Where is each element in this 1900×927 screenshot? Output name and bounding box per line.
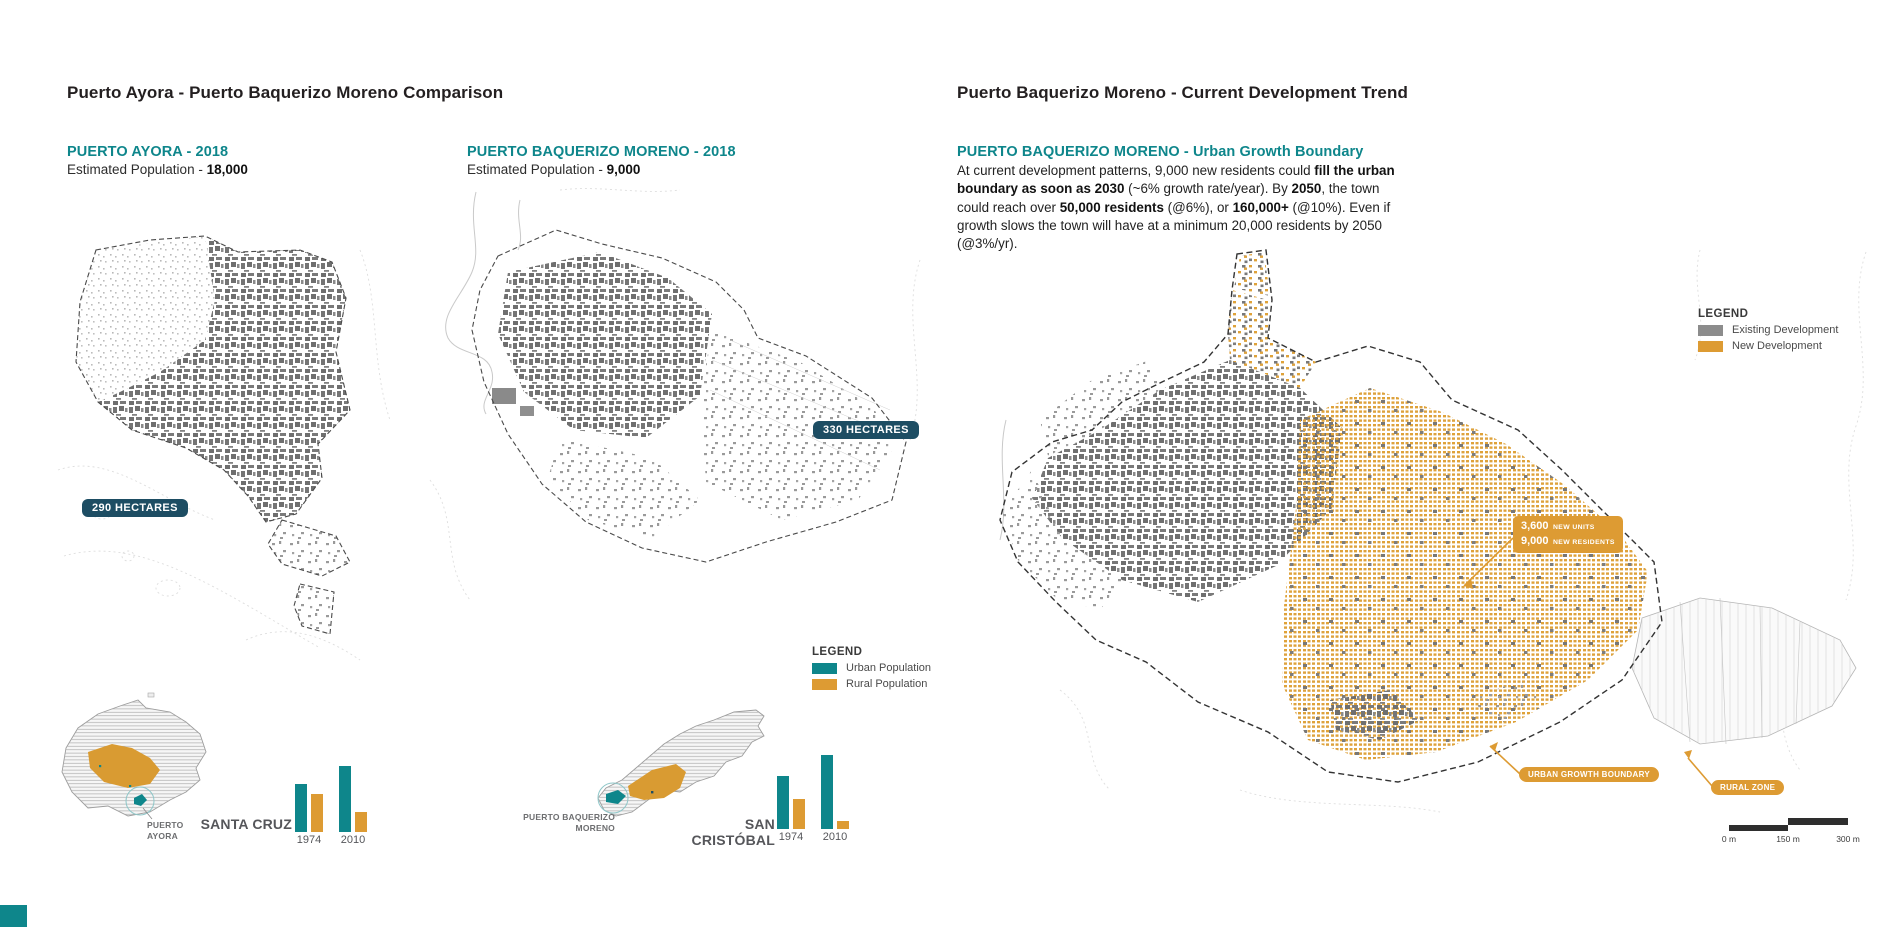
- rural-zone-hatch: [1632, 598, 1856, 744]
- new-development-swatch: [1698, 341, 1723, 352]
- rural-population-bar-2010: [837, 821, 849, 829]
- contour-line: [360, 250, 390, 420]
- town-label-line1: PUERTO: [147, 820, 184, 830]
- bar-group-1974: [295, 762, 323, 846]
- new-units-callout-badge: [1513, 516, 1623, 553]
- units-value: 3,600: [1521, 520, 1549, 532]
- units-label: NEW UNITS: [1552, 524, 1595, 531]
- legend-title: LEGEND: [1698, 308, 1749, 320]
- paragraph-bold-segment: 50,000 residents: [1059, 199, 1164, 215]
- population-legend: [812, 646, 982, 690]
- urban-population-bar-1974: [295, 784, 307, 832]
- islet: [148, 693, 154, 697]
- urban-growth-boundary-badge: URBAN GROWTH BOUNDARY: [1519, 767, 1659, 782]
- north-finger-fabric: [1234, 252, 1270, 296]
- bar-group-2010: [339, 762, 367, 846]
- development-legend: [1698, 308, 1868, 352]
- ayora-population-label: Estimated Population -: [67, 162, 207, 177]
- bars: [295, 762, 323, 832]
- legend-row-rural: [812, 678, 982, 690]
- connector-arrowhead: [1684, 750, 1692, 759]
- map-scale-bar: [1721, 817, 1860, 847]
- bars: [821, 749, 849, 829]
- bars: [339, 762, 367, 832]
- contour-line: [246, 632, 360, 660]
- contour-line: [430, 480, 470, 600]
- new-development-label: New Development: [1732, 340, 1822, 352]
- baquerizo-town-label: [503, 812, 615, 834]
- baquerizo-area-badge: 330 HECTARES: [813, 421, 919, 439]
- paragraph-bold-segment: 160,000+: [1232, 199, 1289, 215]
- page-corner-accent: [0, 905, 27, 927]
- bar-group-label: 2010: [822, 831, 848, 843]
- paragraph-bold-segment: 2050: [1291, 181, 1322, 197]
- island-hatch: [598, 710, 764, 816]
- connector-arrowhead: [1490, 742, 1498, 751]
- ayora-heading: PUERTO AYORA - 2018: [67, 144, 229, 160]
- urban-population-bar-1974: [777, 776, 789, 829]
- large-building: [520, 406, 534, 416]
- town-label-line2: AYORA: [147, 831, 178, 842]
- san-cristobal-label: SAN CRISTÓBAL: [691, 816, 775, 848]
- urban-population-bar-2010: [821, 755, 833, 829]
- legend-title: LEGEND: [812, 646, 863, 658]
- santa-cruz-inset: [50, 690, 230, 830]
- contour-line: [1060, 690, 1110, 790]
- paragraph-segment: (~6% growth rate/year). By: [1124, 181, 1292, 197]
- bars: [777, 749, 805, 829]
- contour-line: [64, 551, 320, 648]
- paragraph-segment: (@10%). Even if growth slows the town will have at a minimum 20,000 residents by 2050 (@3%/yr).: [957, 199, 1391, 252]
- rural-population-bar-1974: [793, 799, 805, 829]
- legend-row-urban: [812, 662, 982, 674]
- town-speck: [129, 785, 131, 787]
- baquerizo-population-value: 9,000: [606, 162, 641, 177]
- town-label-line1: PUERTO BAQUERIZO: [523, 812, 615, 822]
- legend-row-existing: [1698, 324, 1868, 336]
- comparison-title: Puerto Ayora - Puerto Baquerizo Moreno Comparison: [67, 83, 504, 102]
- contour-line: [1240, 790, 1440, 812]
- baquerizo-heading: PUERTO BAQUERIZO MORENO - 2018: [467, 144, 736, 160]
- bar-group-label: 1974: [778, 831, 804, 843]
- ayora-town-label: [147, 820, 183, 842]
- ayora-coastal-fragment: [294, 584, 334, 634]
- rural-population-swatch: [812, 679, 837, 690]
- scale-segment-low: [1729, 825, 1788, 831]
- legend-row-new: [1698, 340, 1868, 352]
- puerto-ayora-map: [40, 205, 420, 665]
- residents-value: 9,000: [1521, 535, 1549, 547]
- bar-group-2010: [821, 749, 849, 843]
- scale-label-0: 0 m: [1721, 834, 1737, 844]
- paragraph-bold-segment: fill the urban boundary as soon as 2030: [957, 163, 1395, 197]
- san-cristobal-population-chart: [777, 749, 849, 843]
- santa-cruz-label: SANTA CRUZ: [200, 816, 292, 832]
- trend-title: Puerto Baquerizo Moreno - Current Development Trend: [957, 83, 1408, 102]
- large-building: [492, 388, 516, 404]
- bar-group-label: 1974: [296, 834, 322, 846]
- scale-segment-high: [1788, 818, 1848, 825]
- rural-population-bar-2010: [355, 812, 367, 832]
- existing-development-label: Existing Development: [1732, 324, 1839, 336]
- paragraph-segment: At current development patterns, 9,000 new residents could: [957, 163, 1315, 178]
- urban-population-bar-2010: [339, 766, 351, 832]
- rural-population-label: Rural Population: [846, 678, 928, 690]
- baquerizo-population: [467, 162, 640, 177]
- rural-population-bar-1974: [311, 794, 323, 832]
- ayora-area-badge: 290 HECTARES: [82, 499, 188, 517]
- town-speck: [651, 791, 653, 793]
- scale-label-300: 300 m: [1836, 834, 1860, 844]
- ayora-population: [67, 162, 248, 177]
- santa-cruz-population-chart: [295, 762, 367, 846]
- coastline: [518, 200, 521, 250]
- scale-label-150: 150 m: [1776, 834, 1800, 844]
- contour-line: [910, 260, 920, 440]
- baquerizo-south-fabric: [548, 438, 700, 538]
- town-speck: [99, 765, 101, 767]
- rural-callout-connector: [1688, 758, 1712, 786]
- bar-group-label: 2010: [340, 834, 366, 846]
- pond-outline: [122, 551, 134, 561]
- bar-group-1974: [777, 749, 805, 843]
- rural-zone-badge: RURAL ZONE: [1711, 780, 1784, 795]
- paragraph-segment: (@6%), or: [1163, 199, 1233, 215]
- coastline: [446, 192, 493, 414]
- existing-development-swatch: [1698, 325, 1723, 336]
- urban-population-label: Urban Population: [846, 662, 932, 674]
- trend-heading: PUERTO BAQUERIZO MORENO - Urban Growth Boundary: [957, 144, 1364, 160]
- ayora-population-value: 18,000: [206, 162, 248, 177]
- contour-line: [560, 189, 680, 192]
- residents-line: [1521, 534, 1615, 549]
- urban-population-swatch: [812, 663, 837, 674]
- town-label-line2: MORENO: [575, 823, 615, 834]
- pond-outline: [156, 580, 180, 596]
- contour-line: [1846, 252, 1866, 600]
- baquerizo-population-label: Estimated Population -: [467, 162, 607, 177]
- baquerizo-2018-map: [400, 183, 980, 643]
- paragraph-segment: , the town could reach over: [957, 181, 1380, 215]
- residents-label: NEW RESIDENTS: [1552, 539, 1615, 546]
- units-line: [1521, 519, 1615, 534]
